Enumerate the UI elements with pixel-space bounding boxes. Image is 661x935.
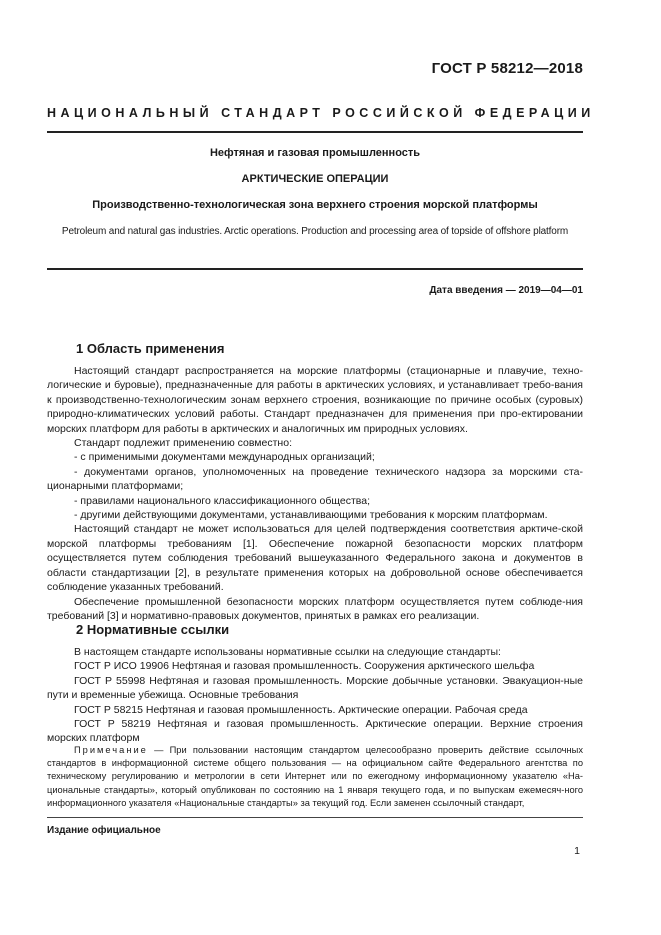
title-english: Petroleum and natural gas industries. Arctic operations. Production and processing area of topside of offshore platform	[61, 226, 569, 237]
title-divider	[47, 268, 583, 270]
title-russian: Производственно-технологическая зона верхнего строения морской платформы	[92, 199, 538, 211]
note-label: Примечание	[74, 745, 148, 755]
list-item: - другими действующими документами, устанавливающими требования к морским платформам.	[74, 509, 548, 522]
page-number: 1	[574, 845, 580, 857]
title-arctic: АРКТИЧЕСКИЕ ОПЕРАЦИИ	[241, 173, 389, 185]
section-2-heading: 2 Нормативные ссылки	[76, 622, 230, 637]
reference-item: ГОСТ Р 55998 Нефтяная и газовая промышленность. Морские добычные установки. Эвакуацион-ные пути и временные убежища. Основные требования	[47, 674, 583, 702]
paragraph: В настоящем стандарте использованы нормативные ссылки на следующие стандарты:	[74, 646, 501, 658]
list-item: - с применимыми документами международных организаций;	[74, 451, 375, 464]
reference-item: ГОСТ Р 58215 Нефтяная и газовая промышленность. Арктические операции. Рабочая среда	[74, 703, 528, 716]
list-item: - документами органов, уполномоченных на проведение технического надзора за морскими ста-ционарными платформами;	[47, 465, 583, 493]
edition-label: Издание официальное	[47, 825, 161, 836]
note-text: — При пользовании настоящим стандартом целесообразно проверить действие ссылочных стандартов в информационной системе общего пользования — на официальном сайте Федерального агентства по техническому регулированию и метрологии в сети Интернет или по ежегодному информационному указателю «На-циональные стандарты», который опубликован по состоянию на 1 января текущего года, и по выпускам ежемесяч-ного информационного указателя «Национальные стандарты» за текущий год. Если заменен ссылочный стандарт,	[47, 745, 583, 808]
note-paragraph	[47, 744, 583, 810]
section-2-body	[47, 645, 583, 746]
reference-item: ГОСТ Р ИСО 19906 Нефтяная и газовая промышленность. Сооружения арктического шельфа	[74, 660, 535, 673]
section-1-body	[47, 364, 583, 623]
paragraph: Обеспечение промышленной безопасности морских платформ осуществляется путем соблюде-ния требований [3] и нормативно-правовых документов, принятых в рамках его реализации.	[47, 595, 583, 622]
list-item: - правилами национального классификационного общества;	[74, 494, 370, 507]
paragraph: Настоящий стандарт не может использоваться для целей подтверждения соответствия арктиче-ской морской платформы требованиям [1]. Обеспечение пожарной безопасности морских платформ осуществляется путем соблюдения требований вышеуказанного Федерального закона и документов в области стандартизации [2], в результате применения которых на добровольной основе обеспечивается соблюдение указанных требований.	[47, 523, 583, 594]
note	[47, 744, 583, 810]
paragraph: Настоящий стандарт распространяется на морские платформы (стационарные и плавучие, техно-логические и буровые), предназначенные для работы в арктических условиях, и устанавливает требо-вания к производственно-технологическим зонам верхнего строения, возникающие по причине особых (суровых) природно-климатических условий работы. Стандарт предназначен для применения при про-ектировании морских платформ для работы в арктических и аналогичных им природных условиях.	[47, 365, 583, 435]
national-standard-banner: НАЦИОНАЛЬНЫЙ СТАНДАРТ РОССИЙСКОЙ ФЕДЕРАЦИИ	[47, 106, 595, 120]
top-divider	[47, 131, 583, 133]
paragraph: Стандарт подлежит применению совместно:	[74, 437, 292, 450]
section-1-heading: 1 Область применения	[76, 341, 225, 356]
document-number: ГОСТ Р 58212—2018	[431, 60, 583, 77]
footer-divider	[47, 817, 583, 818]
title-industry: Нефтяная и газовая промышленность	[209, 147, 421, 159]
introduction-date: Дата введения — 2019—04—01	[429, 285, 583, 296]
reference-item: ГОСТ Р 58219 Нефтяная и газовая промышленность. Арктические операции. Верхние строения морских платформ	[47, 718, 583, 745]
